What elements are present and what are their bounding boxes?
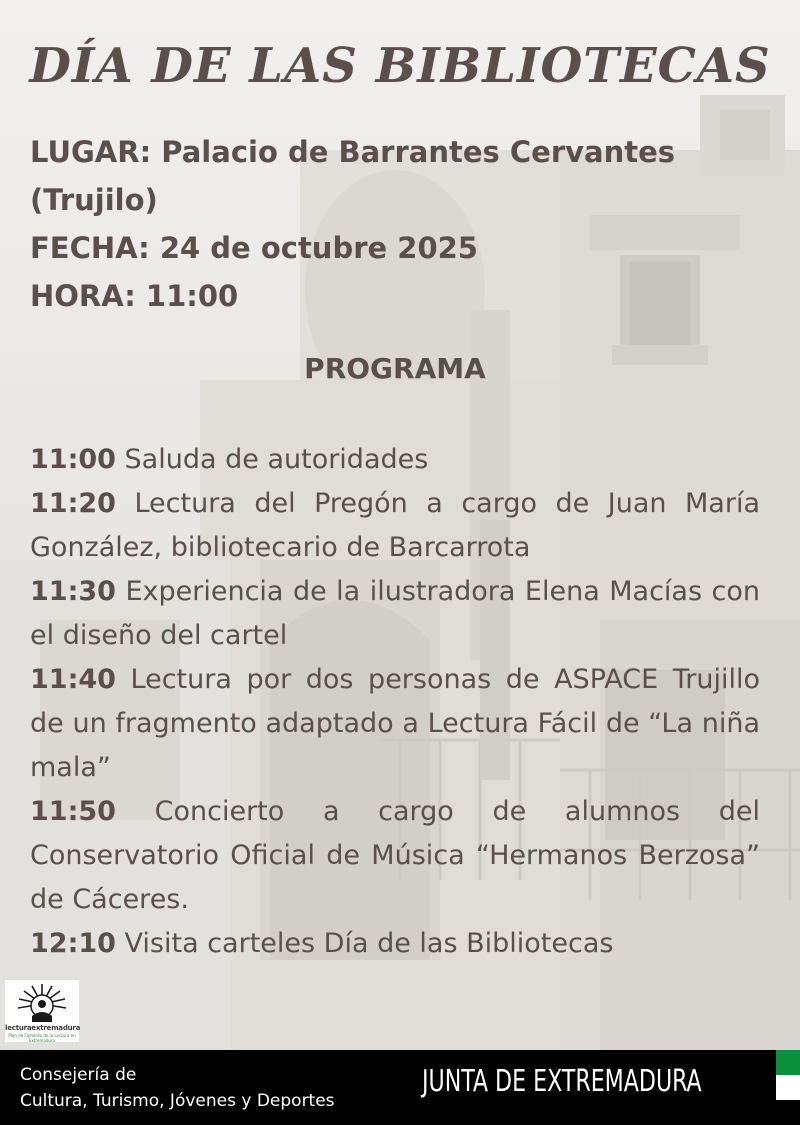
hora-line: HORA: 11:00 [30,279,239,313]
program-time: 11:40 [30,664,116,695]
event-info [30,128,770,320]
program-list [30,438,760,966]
sun-reader-icon [5,980,79,1026]
lecturaextremadura-logo [5,980,79,1042]
program-item [30,482,760,570]
logo-tagline: Plan de Fomento de la Lectura en Extremadura [8,1033,76,1043]
program-time: 11:30 [30,576,116,607]
program-text: Lectura por dos personas de ASPACE Trujillo de un fragmento adaptado a Lectura Fácil de “La niña mala” [30,664,760,783]
program-item [30,658,760,790]
program-text: Concierto a cargo de alumnos del Conservatorio Oficial de Música “Hermanos Berzosa” de Cáceres. [30,796,760,915]
flag-white-stripe [776,1075,800,1100]
flag-green-stripe [776,1050,800,1075]
program-time: 12:10 [30,928,116,959]
logo-name: lecturaextremadura [5,1024,81,1032]
junta-logo-text: JUNTA DE EXTREMADURA [422,1064,702,1099]
program-item [30,438,760,482]
extremadura-flag-icon [776,1050,800,1125]
lugar-line-2: (Trujilo) [30,183,158,217]
consejeria-label [20,1062,335,1114]
poster-title: DÍA DE LAS BIBLIOTECAS [29,38,771,94]
program-text: Lectura del Pregón a cargo de Juan María González, bibliotecario de Barcarrota [30,488,760,563]
lugar-line-1: LUGAR: Palacio de Barrantes Cervantes [30,135,676,169]
program-text: Saluda de autoridades [124,444,429,475]
program-text: Visita carteles Día de las Bibliotecas [124,928,614,959]
program-item [30,922,760,966]
fecha-line: FECHA: 24 de octubre 2025 [30,231,478,265]
program-item [30,570,760,658]
program-text: Experiencia de la ilustradora Elena Macías con el diseño del cartel [30,576,760,651]
program-time: 11:00 [30,444,116,475]
consejeria-line-1: Consejería de [20,1065,137,1085]
program-time: 11:20 [30,488,116,519]
programa-heading: PROGRAMA [304,352,486,385]
flag-black-stripe [776,1100,800,1125]
program-time: 11:50 [30,796,116,827]
consejeria-line-2: Cultura, Turismo, Jóvenes y Deportes [20,1091,335,1111]
program-item [30,790,760,922]
footer-bar [0,1050,800,1125]
